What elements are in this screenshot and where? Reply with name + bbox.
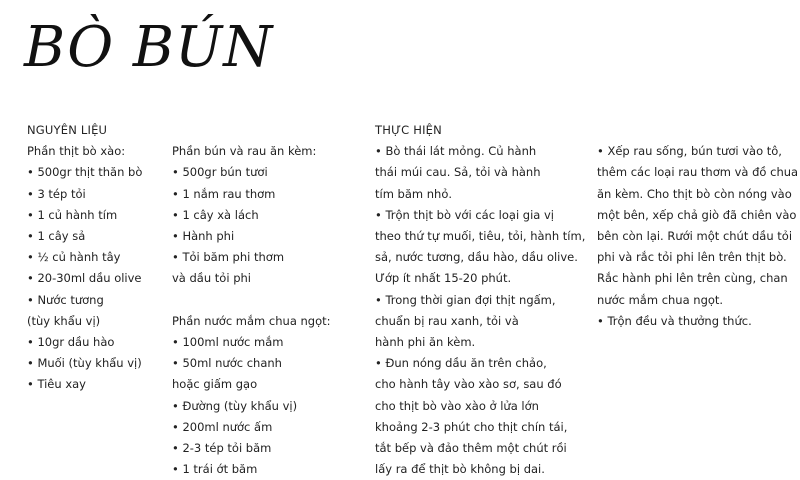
ingredients-heading: NGUYÊN LIỆU — [27, 123, 108, 137]
method-line: thêm các loại rau thơm và đồ chua — [597, 165, 799, 180]
method-line: • Xếp rau sống, bún tươi vào tô, — [597, 144, 782, 159]
ingredient-line: • 200ml nước ấm — [172, 419, 273, 434]
method-line: • Đun nóng dầu ăn trên chảo, — [375, 356, 547, 371]
ingredient-line: • 100ml nước mắm — [172, 335, 284, 349]
method-line: Ướp ít nhất 15-20 phút. — [375, 271, 512, 286]
ingredient-line: • 500gr thịt thăn bò — [27, 165, 143, 180]
ingredient-line: • 1 củ hành tím — [27, 207, 118, 222]
method-line: tím băm nhỏ. — [375, 186, 453, 201]
method-line: một bên, xếp chả giò đã chiên vào — [597, 207, 797, 222]
method-line: tắt bếp và đảo thêm một chút rồi — [375, 441, 567, 456]
ingredient-line: hoặc giấm gạo — [172, 377, 258, 392]
method-line: sả, nước tương, dầu hào, dầu olive. — [375, 250, 578, 265]
spacer — [172, 120, 342, 141]
ingredient-line: (tùy khẩu vị) — [27, 313, 101, 328]
ingredient-line: • 1 trái ớt băm — [172, 462, 258, 477]
method-line: • Bò thái lát mỏng. Củ hành — [375, 144, 537, 159]
method-line: cho thịt bò vào xào ở lửa lớn — [375, 398, 539, 413]
ingredient-line: • Nước tương — [27, 292, 104, 307]
ingredient-line: • Đường (tùy khẩu vị) — [172, 398, 298, 413]
ingredient-line: • 1 cây sả — [27, 229, 86, 244]
method-line: ăn kèm. Cho thịt bò còn nóng vào — [597, 186, 792, 201]
ingredient-line: • 3 tép tỏi — [27, 186, 86, 201]
method-line: khoảng 2-3 phút cho thịt chín tái, — [375, 419, 568, 434]
ingredient-line: và dầu tỏi phi — [172, 271, 251, 286]
ingredient-line: • 1 cây xà lách — [172, 207, 259, 222]
ingredients-column-1 — [27, 120, 162, 396]
ingredient-line: • 1 nắm rau thơm — [172, 186, 276, 201]
method-line: • Trong thời gian đợi thịt ngấm, — [375, 292, 556, 307]
method-line: theo thứ tự muối, tiêu, tỏi, hành tím, — [375, 229, 586, 244]
spacer — [172, 290, 342, 311]
ingredient-line: • 500gr bún tươi — [172, 165, 268, 180]
method-line: chuẩn bị rau xanh, tỏi và — [375, 313, 519, 328]
ingredient-line: Phần thịt bò xào: — [27, 144, 126, 159]
method-column-1 — [375, 120, 586, 480]
ingredient-line: • 20-30ml dầu olive — [27, 271, 142, 286]
ingredient-line: • 50ml nước chanh — [172, 356, 282, 371]
spacer — [597, 120, 797, 141]
ingredients-column-2 — [172, 120, 342, 480]
ingredient-line: • 10gr dầu hào — [27, 335, 115, 350]
method-line: Rắc hành phi lên trên cùng, chan — [597, 271, 788, 286]
ingredient-line: • 2-3 tép tỏi băm — [172, 441, 272, 456]
method-line: cho hành tây vào xào sơ, sau đó — [375, 377, 562, 392]
method-column-2 — [597, 120, 797, 332]
ingredient-line: • ½ củ hành tây — [27, 250, 121, 265]
recipe-title: BÒ BÚN — [24, 15, 274, 80]
method-line: • Trộn thịt bò với các loại gia vị — [375, 207, 554, 222]
method-line: phi và rắc tỏi phi lên trên thịt bò. — [597, 250, 787, 265]
method-line: hành phi ăn kèm. — [375, 335, 476, 350]
ingredient-line: • Muối (tùy khẩu vị) — [27, 356, 142, 371]
ingredient-line: • Tỏi băm phi thơm — [172, 250, 285, 265]
method-line: • Trộn đều và thưởng thức. — [597, 313, 752, 328]
method-heading: THỰC HIỆN — [375, 123, 442, 137]
ingredient-line: Phần nước mắm chua ngọt: — [172, 313, 331, 328]
ingredient-line: Phần bún và rau ăn kèm: — [172, 144, 317, 159]
method-line: lấy ra để thịt bò không bị dai. — [375, 462, 545, 477]
ingredient-line: • Tiêu xay — [27, 377, 86, 392]
method-line: nước mắm chua ngọt. — [597, 292, 724, 307]
ingredient-line: • Hành phi — [172, 229, 235, 243]
method-line: thái múi cau. Sả, tỏi và hành — [375, 165, 541, 180]
method-line: bên còn lại. Rưới một chút dầu tỏi — [597, 229, 793, 243]
